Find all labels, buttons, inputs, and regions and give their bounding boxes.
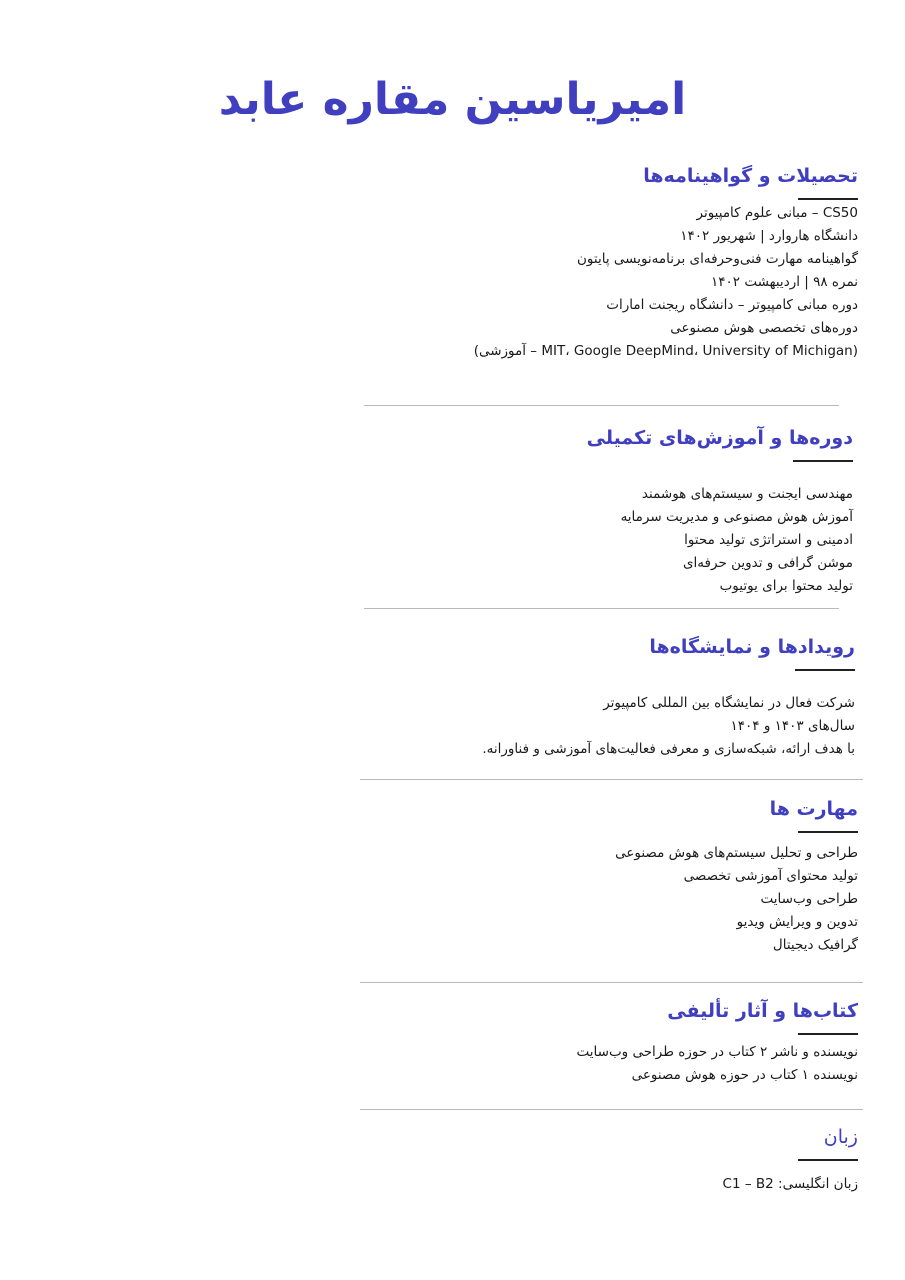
heading-underline [798,1033,858,1035]
section-divider [364,608,839,609]
heading-underline [798,831,858,833]
section-heading: تحصیلات و گواهینامه‌ها [643,165,858,187]
section-language [438,1124,858,1196]
list-item: نویسنده ۱ کتاب در حوزه هوش مصنوعی [631,1067,858,1083]
list-item: دوره‌های تخصصی هوش مصنوعی [670,320,858,336]
list-item: دانشگاه هاروارد | شهریور ۱۴۰۲ [680,228,858,244]
list-item: موشن گرافی و تدوین حرفه‌ای [682,555,853,571]
section-heading: کتاب‌ها و آثار تألیفی [667,1000,858,1022]
section-courses [433,425,853,598]
heading-underline [795,669,855,671]
section-divider [364,405,839,406]
list-item: گرافیک دیجیتال [772,937,858,953]
list-item: دوره مبانی کامپیوتر – دانشگاه ریجنت امارات [606,297,858,313]
list-item: سال‌های ۱۴۰۳ و ۱۴۰۴ [730,718,855,734]
list-item: زبان انگلیسی: C1 – B2 [722,1176,858,1192]
list-item: طراحی وب‌سایت [760,891,858,907]
section-divider [360,779,863,780]
section-education [438,163,858,363]
list-item: تولید محتوا برای یوتیوب [719,578,853,594]
section-divider [360,1109,863,1110]
list-item: (MIT، Google DeepMind، University of Michigan – آموزشی) [473,343,858,359]
heading-underline [798,1159,858,1161]
section-heading: دوره‌ها و آموزش‌های تکمیلی [586,427,853,449]
list-item: نمره ۹۸ | اردیبهشت ۱۴۰۲ [711,274,858,290]
section-heading: رویدادها و نمایشگاه‌ها [649,636,855,658]
list-item: آموزش هوش مصنوعی و مدیریت سرمایه [620,509,853,525]
list-item: CS50 – مبانی علوم کامپیوتر [696,205,858,221]
list-item: شرکت فعال در نمایشگاه بین المللی کامپیوتر [603,695,855,711]
section-heading: زبان [823,1126,858,1148]
section-heading: مهارت ها [769,798,858,820]
resume-name: امیریاسین مقاره عابد [218,74,687,125]
list-item: گواهینامه مهارت فنی‌وحرفه‌ای برنامه‌نویسی پایتون [577,251,858,267]
list-item: تدوین و ویرایش ویدیو [736,914,858,930]
heading-underline [793,460,853,462]
section-skills [438,796,858,957]
heading-underline [798,198,858,200]
section-events [435,634,855,761]
list-item: نویسنده و ناشر ۲ کتاب در حوزه طراحی وب‌سایت [576,1044,858,1060]
list-item: تولید محتوای آموزشی تخصصی [683,868,858,884]
list-item: طراحی و تحلیل سیستم‌های هوش مصنوعی [615,845,858,861]
section-divider [360,982,863,983]
list-item: با هدف ارائه، شبکه‌سازی و معرفی فعالیت‌های آموزشی و فناورانه. [482,741,855,757]
list-item: مهندسی ایجنت و سیستم‌های هوشمند [641,486,853,502]
section-books [438,998,858,1087]
list-item: ادمینی و استراتژی تولید محتوا [684,532,853,548]
